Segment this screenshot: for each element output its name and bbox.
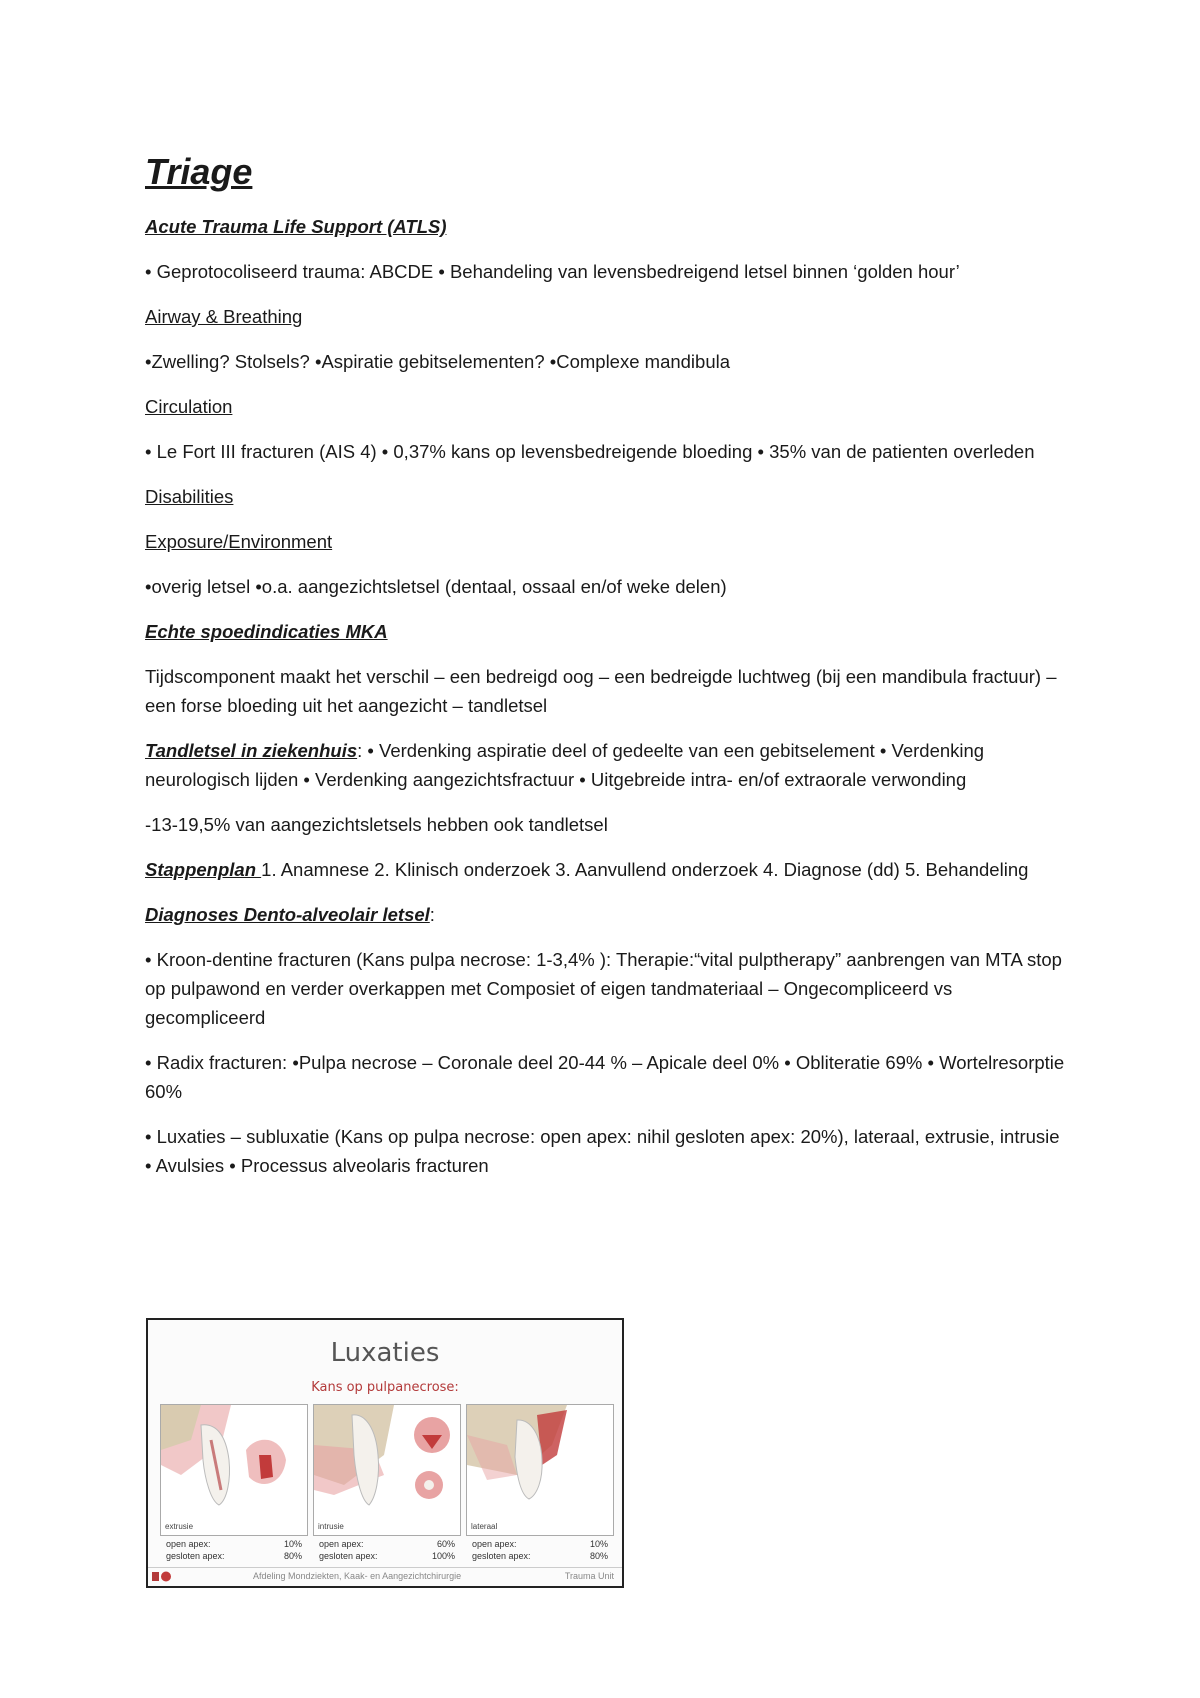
kroon-text: • Kroon-dentine fracturen (Kans pulpa necrose: 1-3,4% ): Therapie:“vital pulptherapy” aanbrengen van MTA stop op pulpawond en verder overkappen met Composiet of eigen tandmateriaal – Ongecompliceerd vs gecompliceerd — [145, 949, 1062, 1028]
closed-apex-value: 100% — [431, 1551, 455, 1561]
percentage-text: -13-19,5% van aangezichtsletsels hebben ook tandletsel — [145, 814, 608, 835]
diagnoses-heading: Diagnoses Dento-alveolair letsel — [145, 904, 430, 925]
panel-extrusie — [160, 1404, 308, 1536]
closed-apex-label: gesloten apex: — [319, 1551, 378, 1561]
slide-subtitle: Kans op pulpanecrose: — [311, 1380, 459, 1395]
stats-intrusie — [313, 1538, 461, 1562]
slide-title: Luxaties — [330, 1338, 440, 1368]
spoed-heading: Echte spoedindicaties MKA — [145, 621, 388, 642]
stats-lateraal — [466, 1538, 614, 1562]
panel-label: intrusie — [318, 1522, 344, 1531]
closed-apex-label: gesloten apex: — [472, 1551, 531, 1561]
open-apex-label: open apex: — [166, 1539, 211, 1549]
open-apex-value: 10% — [283, 1539, 302, 1549]
disabilities-heading: Disabilities — [145, 486, 234, 507]
panel-lateraal — [466, 1404, 614, 1536]
hospital-logo-icon — [152, 1570, 172, 1583]
stappenplan-heading: Stappenplan — [145, 859, 262, 880]
stats-extrusie — [160, 1538, 308, 1562]
panel-label: extrusie — [165, 1522, 194, 1531]
panel-label: lateraal — [471, 1522, 498, 1531]
tooth-extrusion-illustration — [161, 1405, 307, 1515]
tooth-lateral-luxation-illustration — [467, 1405, 613, 1515]
exposure-text: •overig letsel •o.a. aangezichtsletsel (dentaal, ossaal en/of weke delen) — [145, 576, 727, 597]
luxaties-slide-image — [146, 1318, 624, 1588]
tandletsel-heading: Tandletsel in ziekenhuis — [145, 740, 358, 761]
document-body — [145, 150, 1065, 1196]
slide-footer-unit: Trauma Unit — [564, 1571, 614, 1581]
page-title: Triage — [145, 151, 253, 192]
airway-heading: Airway & Breathing — [145, 306, 303, 327]
spoed-text: Tijdscomponent maakt het verschil – een bedreigd oog – een bedreigde luchtweg (bij een mandibula fractuur) – een forse bloeding uit het aangezicht – tandletsel — [145, 666, 1057, 716]
circulation-heading: Circulation — [145, 396, 233, 417]
circulation-text: • Le Fort III fracturen (AIS 4) • 0,37% kans op levensbedreigende bloeding • 35% van de patienten overleden — [145, 441, 1035, 462]
exposure-heading: Exposure/Environment — [145, 531, 333, 552]
radix-text: • Radix fracturen: •Pulpa necrose – Coronale deel 20-44 % – Apicale deel 0% • Obliteratie 69% • Wortelresorptie 60% — [145, 1052, 1065, 1102]
tandletsel-text: : • Verdenking aspiratie deel of gedeelte van een gebitselement • Verdenking neurologisch lijden • Verdenking aangezichtsfractuur • Uitgebreide intra- en/of extraorale verwonding — [145, 740, 985, 790]
open-apex-label: open apex: — [319, 1539, 364, 1549]
panel-intrusie — [313, 1404, 461, 1536]
slide-footer-department: Afdeling Mondziekten, Kaak- en Aangezichtchirurgie — [253, 1571, 462, 1581]
open-apex-value: 60% — [436, 1539, 455, 1549]
closed-apex-label: gesloten apex: — [166, 1551, 225, 1561]
tandletsel-paragraph — [145, 736, 1065, 794]
tooth-intrusion-illustration — [314, 1405, 460, 1515]
open-apex-value: 10% — [589, 1539, 608, 1549]
stappenplan-text: 1. Anamnese 2. Klinisch onderzoek 3. Aanvullend onderzoek 4. Diagnose (dd) 5. Behandeling — [261, 859, 1029, 880]
luxaties-text: • Luxaties – subluxatie (Kans op pulpa necrose: open apex: nihil gesloten apex: 20%), lateraal, extrusie, intrusie • Avulsies • Processus alveolaris fracturen — [145, 1126, 1060, 1176]
diagnoses-heading-line — [145, 900, 1065, 929]
closed-apex-value: 80% — [283, 1551, 302, 1561]
diagnoses-colon: : — [429, 904, 435, 925]
open-apex-label: open apex: — [472, 1539, 517, 1549]
slide-footer — [148, 1567, 622, 1586]
stappenplan-paragraph — [145, 855, 1065, 884]
airway-text: •Zwelling? Stolsels? •Aspiratie gebitselementen? •Complexe mandibula — [145, 351, 731, 372]
atls-heading: Acute Trauma Life Support (ATLS) — [145, 216, 447, 237]
atls-text: • Geprotocoliseerd trauma: ABCDE • Behandeling van levensbedreigend letsel binnen ‘golden hour’ — [145, 261, 960, 282]
closed-apex-value: 80% — [589, 1551, 608, 1561]
